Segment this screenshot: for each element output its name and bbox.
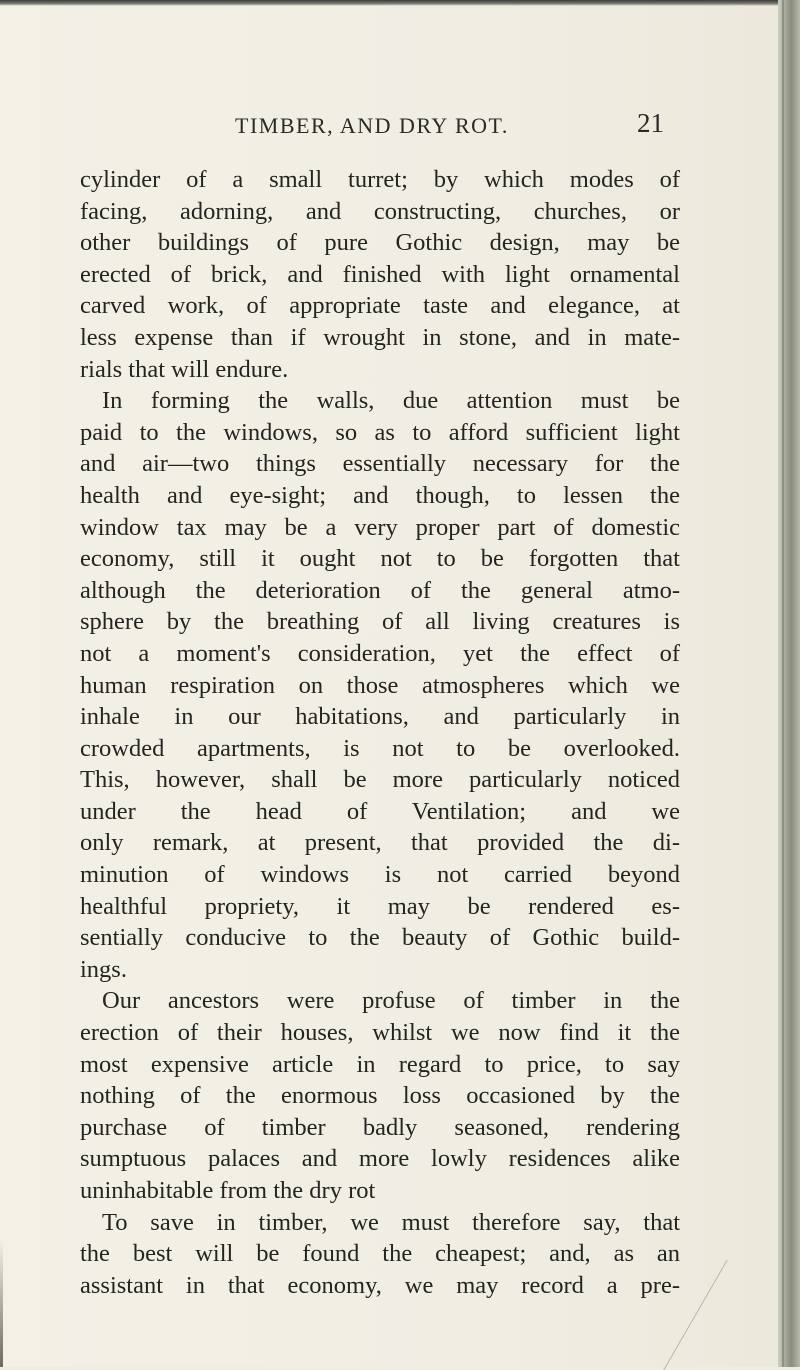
text-line: and air—two things essentially necessary for the	[80, 450, 680, 478]
text-line: sphere by the breathing of all living creatures is	[80, 608, 680, 636]
page-top-edge	[0, 0, 790, 6]
text-line: uninhabitable from the dry rot	[80, 1177, 376, 1204]
text-line: ings.	[80, 955, 127, 983]
text-line: human respiration on those atmospheres which we	[80, 671, 680, 699]
text-line: facing, adorning, and constructing, churches, or	[80, 197, 680, 225]
running-head: TIMBER, AND DRY ROT.	[235, 113, 509, 138]
text-line: minution of windows is not carried beyond	[80, 861, 680, 889]
text-line: crowded apartments, is not to be overlooked.	[80, 734, 680, 762]
text-line: less expense than if wrought in stone, and in mate-	[80, 323, 680, 351]
body-text	[80, 164, 680, 1301]
text-line: window tax may be a very proper part of domestic	[80, 513, 680, 541]
text-line: erection of their houses, whilst we now find it the	[80, 1019, 680, 1047]
page-left-edge	[0, 1240, 3, 1367]
text-line: most expensive article in regard to price, to say	[80, 1050, 680, 1078]
text-line: To save in timber, we must therefore say, that	[102, 1208, 680, 1236]
text-line: Our ancestors were profuse of timber in the	[102, 987, 680, 1015]
text-line: not a moment's consideration, yet the effect of	[80, 639, 680, 667]
text-line: paid to the windows, so as to afford sufficient light	[80, 418, 680, 446]
text-line: purchase of timber badly seasoned, rendering	[80, 1113, 680, 1141]
text-line: the best will be found the cheapest; and, as an	[80, 1240, 680, 1268]
text-line: carved work, of appropriate taste and elegance, at	[80, 292, 680, 320]
text-line: other buildings of pure Gothic design, may be	[80, 229, 680, 257]
text-line: sumptuous palaces and more lowly residences alike	[80, 1145, 680, 1173]
text-line: although the deterioration of the general atmo-	[80, 576, 680, 604]
text-line: healthful propriety, it may be rendered es-	[80, 892, 680, 920]
text-line: sentially conducive to the beauty of Gothic build-	[80, 924, 680, 952]
text-line: inhale in our habitations, and particularly in	[80, 703, 680, 731]
text-line: erected of brick, and finished with light ornamental	[80, 260, 680, 288]
page-number: 21	[637, 108, 664, 138]
text-line: economy, still it ought not to be forgotten that	[80, 545, 680, 573]
text-line: assistant in that economy, we may record a pre-	[80, 1271, 680, 1299]
text-line: only remark, at present, that provided the di-	[80, 829, 680, 857]
text-line: under the head of Ventilation; and we	[80, 797, 680, 825]
text-line: nothing of the enormous loss occasioned by the	[80, 1082, 680, 1110]
text-line: In forming the walls, due attention must be	[102, 387, 680, 415]
text-line: health and eye-sight; and though, to lessen the	[80, 481, 680, 509]
text-line: This, however, shall be more particularly noticed	[80, 766, 680, 794]
text-line: rials that will endure.	[80, 355, 289, 383]
text-line: cylinder of a small turret; by which modes of	[80, 166, 680, 193]
book-spine-edge	[778, 0, 800, 1367]
